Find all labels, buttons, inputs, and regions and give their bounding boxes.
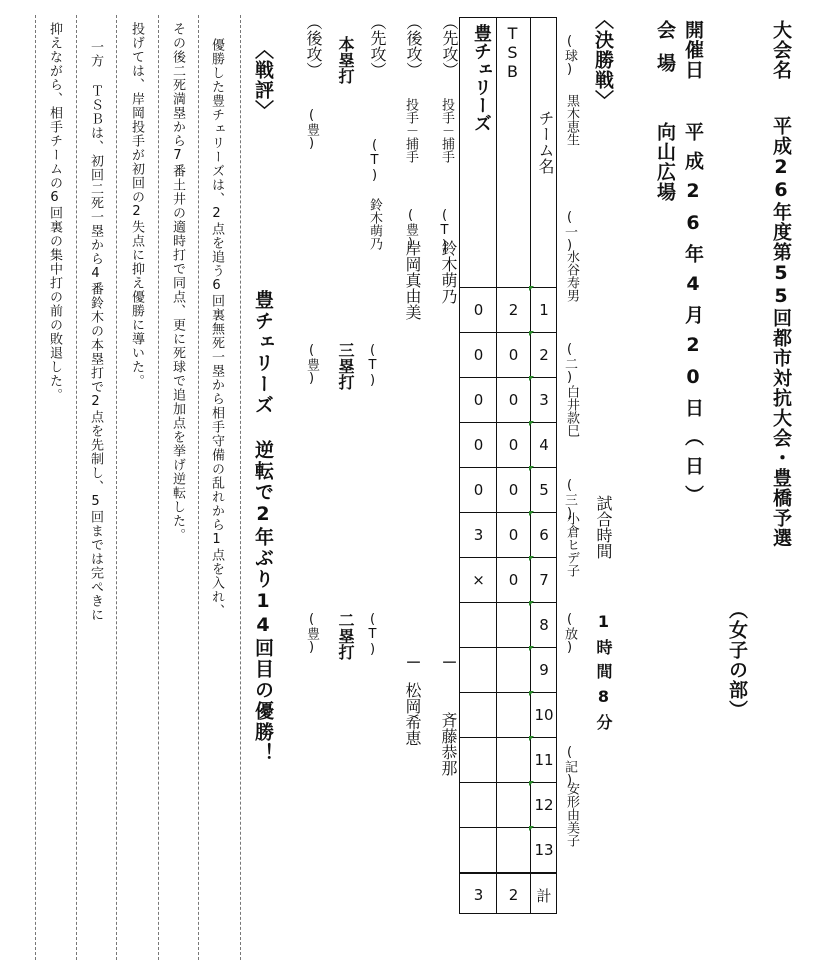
inning-label: 9 <box>531 648 557 692</box>
battery-pitcher: 岸岡真由美 <box>403 240 422 320</box>
battery-pitcher: 鈴木萌乃 <box>439 240 458 304</box>
venue-label: 会場 <box>654 20 676 86</box>
score-cell: 2 <box>508 886 519 904</box>
divider <box>76 15 77 960</box>
divider <box>116 15 117 960</box>
score-cell <box>497 603 530 647</box>
review-paragraph: 優勝した豊チェリーズは、2点を追う6回裏無死一塁から相手守備の乱れから1点を入れ、 <box>209 38 224 618</box>
inning-label: 6 <box>531 513 557 557</box>
triple-second: (豊) <box>304 343 319 386</box>
review-paragraph: 一方 ＴＳＢは、初回二死一塁から4番鈴木の本塁打で2点を先制し、5回までは完ぺきに <box>88 40 103 622</box>
score-cell <box>497 828 530 872</box>
score-cell <box>461 783 496 827</box>
score-cell: 0 <box>473 301 484 319</box>
umpire-role: (一) <box>562 210 577 253</box>
tournament-label: 大会名 <box>770 20 792 80</box>
home-run-second: (豊) <box>304 108 319 151</box>
date-label: 開催日 <box>682 20 704 80</box>
umpire-role: (二) <box>562 342 577 385</box>
inning-label: 2 <box>531 333 557 377</box>
divider <box>240 15 241 960</box>
team-name: TSB <box>503 24 522 81</box>
battery-catcher: 斉藤恭那 <box>439 712 458 776</box>
score-cell: 3 <box>473 886 484 904</box>
review-headline: 豊チェリーズ 逆転で2年ぶり14回目の優勝！ <box>252 290 274 764</box>
inning-label: 11 <box>531 738 557 782</box>
hits-second-side: （後攻） <box>304 14 323 78</box>
umpire-name: 水谷寿男 <box>564 250 579 302</box>
umpire-role: (球) <box>562 34 577 77</box>
score-cell <box>461 828 496 872</box>
score-cell: 0 <box>473 391 484 409</box>
review-paragraph: 抑えながら、相手チームの6回裏の集中打の前の敗退した。 <box>47 22 62 402</box>
double-first: (T) <box>365 612 380 657</box>
divider <box>158 15 159 960</box>
hits-first-side: （先攻） <box>368 14 387 78</box>
inning-label: 12 <box>531 783 557 827</box>
score-cell <box>497 738 530 782</box>
venue-value: 向山広場 <box>654 122 676 202</box>
score-cell <box>461 738 496 782</box>
team-header: チーム名 <box>536 110 555 174</box>
score-cell: 0 <box>473 346 484 364</box>
battery-team: (T) <box>437 208 452 253</box>
date-value: 平成26年4月20日（日） <box>682 122 704 514</box>
triple-label: 三塁打 <box>336 342 355 390</box>
score-cell: 3 <box>473 526 484 544</box>
score-table <box>459 17 557 914</box>
divider <box>198 15 199 960</box>
score-cell <box>461 603 496 647</box>
battery-team: (豊) <box>403 208 418 251</box>
inning-label: 1 <box>531 288 557 332</box>
team-name: 豊チェリーズ <box>471 24 492 132</box>
battery-dash: － <box>439 654 458 670</box>
score-cell: 0 <box>508 391 519 409</box>
score-cell: 0 <box>508 526 519 544</box>
battery-label: 投手－捕手 <box>403 98 418 163</box>
score-cell <box>461 693 496 737</box>
double-label: 二塁打 <box>336 612 355 660</box>
score-cell: × <box>472 571 485 589</box>
inning-label: 5 <box>531 468 557 512</box>
battery-side: （後攻） <box>404 14 423 78</box>
double-second: (豊) <box>304 612 319 655</box>
umpire-role: (放) <box>562 612 577 655</box>
inning-label: 7 <box>531 558 557 602</box>
score-cell: 0 <box>473 436 484 454</box>
review-paragraph: その後二死満塁から7番土井の適時打で同点、更に死球で追加点を挙げ逆転した。 <box>170 22 185 542</box>
umpire-role: (三) <box>562 478 577 521</box>
final-title: 〈決勝戦〉 <box>592 10 614 110</box>
umpire-role: (記) <box>562 745 577 788</box>
inning-label: 4 <box>531 423 557 467</box>
score-cell <box>497 648 530 692</box>
game-time-value: 1時間8分 <box>594 612 613 738</box>
score-cell <box>497 693 530 737</box>
inning-label: 8 <box>531 603 557 647</box>
score-cell <box>461 648 496 692</box>
divider <box>35 15 36 960</box>
umpire-name: 黒木恵生 <box>564 94 579 146</box>
review-paragraph: 投げては、岸岡投手が初回の2失点に抑え優勝に導いた。 <box>129 22 144 388</box>
triple-first: (T) <box>365 343 380 388</box>
battery-label: 投手－捕手 <box>439 98 454 163</box>
umpire-name: 白井款巳 <box>564 385 579 437</box>
tournament-name: 平成26年度第55回都市対抗大会・豊橋予選 <box>770 116 792 548</box>
score-cell: 0 <box>473 481 484 499</box>
battery-catcher: 松岡希恵 <box>403 682 422 746</box>
inning-label: 10 <box>531 693 557 737</box>
score-cell: 0 <box>508 571 519 589</box>
inning-label: 13 <box>531 828 557 872</box>
home-run-label: 本塁打 <box>336 36 355 84</box>
score-cell <box>497 783 530 827</box>
division-label: （女子の部） <box>726 600 748 720</box>
game-time-label: 試合時間 <box>594 495 613 559</box>
home-run-first: (T) 鈴木萌乃 <box>367 138 382 250</box>
umpire-name: 安形由美子 <box>564 782 579 847</box>
score-cell: 0 <box>508 436 519 454</box>
review-title: 〈戦評〉 <box>252 40 274 120</box>
inning-label: 3 <box>531 378 557 422</box>
score-cell: 2 <box>508 301 519 319</box>
inning-label: 計 <box>536 886 552 905</box>
umpire-name: 小倉ヒデ子 <box>564 512 579 577</box>
battery-dash: － <box>403 654 422 670</box>
battery-side: （先攻） <box>440 14 459 78</box>
score-cell: 0 <box>508 481 519 499</box>
score-cell: 0 <box>508 346 519 364</box>
